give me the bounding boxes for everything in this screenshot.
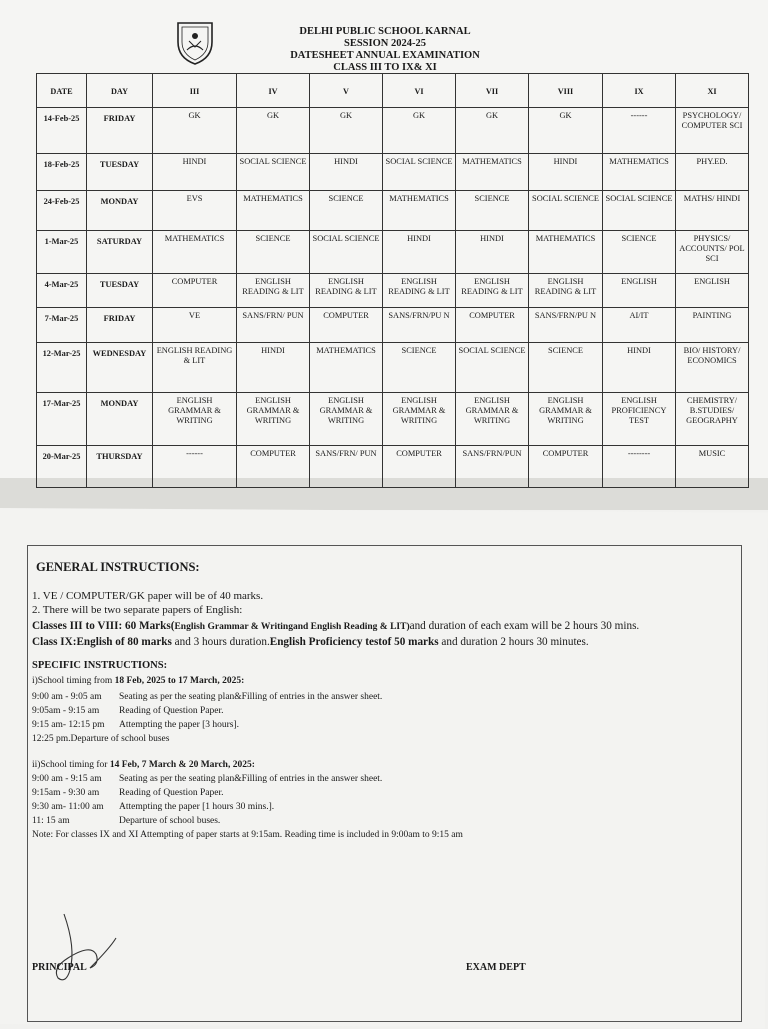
activity: Departure of school buses.	[119, 816, 221, 826]
datesheet-table	[36, 73, 749, 488]
principal-signature	[50, 908, 130, 988]
day-cell: FRIDAY	[87, 108, 153, 154]
subject-cell: SCIENCE	[383, 343, 456, 393]
date-cell: 17-Mar-25	[37, 393, 87, 446]
table-row	[37, 446, 749, 488]
subject-cell: SOCIAL SCIENCE	[529, 191, 603, 231]
subject-cell: GK	[237, 108, 310, 154]
date-cell: 12-Mar-25	[37, 343, 87, 393]
subject-cell: --------	[603, 446, 676, 488]
date-cell: 20-Mar-25	[37, 446, 87, 488]
subject-cell: SANS/FRN/PU N	[529, 308, 603, 343]
schedule-row	[32, 802, 274, 812]
subject-cell: HINDI	[310, 154, 383, 191]
subject-cell: GK	[383, 108, 456, 154]
timing-heading-1	[32, 676, 244, 686]
subject-cell: COMPUTER	[529, 446, 603, 488]
subject-cell: ENGLISH GRAMMAR & WRITING	[310, 393, 383, 446]
timing-heading-2	[32, 760, 255, 770]
subject-cell: ENGLISH GRAMMAR & WRITING	[383, 393, 456, 446]
schedule-row	[32, 720, 239, 730]
text-span: and duration of each exam will be 2 hours 30 mins.	[409, 620, 640, 632]
table-header-row	[37, 74, 749, 108]
subject-cell: ENGLISH READING & LIT	[310, 274, 383, 308]
date-cell: 4-Mar-25	[37, 274, 87, 308]
subject-cell: MUSIC	[676, 446, 749, 488]
subject-cell: AI/IT	[603, 308, 676, 343]
activity: Attempting the paper [1 hours 30 mins.].	[119, 802, 275, 812]
time: 9:15 am- 12:15 pm	[32, 720, 105, 730]
text-span: and 3 hours duration.	[171, 636, 270, 648]
subject-cell: HINDI	[456, 231, 529, 274]
subject-cell: SOCIAL SCIENCE	[383, 154, 456, 191]
subject-cell: SOCIAL SCIENCE	[237, 154, 310, 191]
class-range: CLASS III TO IX& XI	[333, 62, 437, 73]
column-header: IV	[237, 74, 310, 108]
day-cell: WEDNESDAY	[87, 343, 153, 393]
subject-cell: PAINTING	[676, 308, 749, 343]
table-row	[37, 274, 749, 308]
column-header: DATE	[37, 74, 87, 108]
schedule-row	[32, 706, 223, 716]
subject-cell: HINDI	[237, 343, 310, 393]
subject-cell: COMPUTER	[310, 308, 383, 343]
column-header: V	[310, 74, 383, 108]
text-span: i)School timing from	[32, 676, 115, 686]
subject-cell: SCIENCE	[603, 231, 676, 274]
subject-cell: SOCIAL SCIENCE	[603, 191, 676, 231]
subject-cell: PSYCHOLOGY/ COMPUTER SCI	[676, 108, 749, 154]
note: Note: For classes IX and XI Attempting of paper starts at 9:15am. Reading time is included in 9:00am to 9:15 am	[32, 830, 463, 840]
text-span: 18 Feb, 2025 to 17 March, 2025	[114, 676, 242, 686]
subject-cell: PHY.ED.	[676, 154, 749, 191]
subject-cell: MATHEMATICS	[603, 154, 676, 191]
table-row	[37, 154, 749, 191]
subject-cell: SANS/FRN/ PUN	[310, 446, 383, 488]
text-span: Class IX:English of 80 marks	[32, 636, 172, 648]
school-name: DELHI PUBLIC SCHOOL KARNAL	[299, 26, 471, 37]
schedule-row	[32, 692, 382, 702]
time: 9:05am - 9:15 am	[32, 706, 100, 716]
exam-dept-label: EXAM DEPT	[466, 962, 526, 973]
session: SESSION 2024-25	[344, 38, 426, 49]
activity: Seating as per the seating plan&Filling of entries in the answer sheet.	[119, 692, 383, 702]
subject-cell: HINDI	[529, 154, 603, 191]
table-row	[37, 308, 749, 343]
subject-cell: MATHEMATICS	[456, 154, 529, 191]
subject-cell: SANS/FRN/PUN	[456, 446, 529, 488]
document-title: DATESHEET ANNUAL EXAMINATION	[290, 50, 480, 61]
subject-cell: ENGLISH	[603, 274, 676, 308]
text-span: and duration 2 hours 30 minutes.	[438, 636, 589, 648]
instruction-classes-iii-viii	[32, 620, 639, 632]
subject-cell: SCIENCE	[310, 191, 383, 231]
schedule-row	[32, 788, 223, 798]
activity: Reading of Question Paper.	[119, 706, 224, 716]
day-cell: FRIDAY	[87, 308, 153, 343]
subject-cell: SCIENCE	[529, 343, 603, 393]
date-cell: 18-Feb-25	[37, 154, 87, 191]
schedule-row: 12:25 pm.Departure of school buses	[32, 734, 170, 744]
column-header: DAY	[87, 74, 153, 108]
time: 9:00 am - 9:05 am	[32, 692, 102, 702]
subject-cell: HINDI	[603, 343, 676, 393]
day-cell: TUESDAY	[87, 274, 153, 308]
subject-cell: ENGLISH GRAMMAR & WRITING	[456, 393, 529, 446]
subject-cell: BIO/ HISTORY/ ECONOMICS	[676, 343, 749, 393]
subject-cell: COMPUTER	[383, 446, 456, 488]
subject-cell: ENGLISH	[676, 274, 749, 308]
subject-cell: EVS	[153, 191, 237, 231]
subject-cell: HINDI	[153, 154, 237, 191]
subject-cell: SCIENCE	[237, 231, 310, 274]
subject-cell: CHEMISTRY/ B.STUDIES/ GEOGRAPHY	[676, 393, 749, 446]
column-header: XI	[676, 74, 749, 108]
principal-label: PRINCIPAL	[32, 962, 87, 973]
subject-cell: ENGLISH READING & LIT	[153, 343, 237, 393]
text-span: :	[251, 760, 255, 770]
general-instructions-title: GENERAL INSTRUCTIONS:	[36, 560, 200, 574]
schedule-row	[32, 774, 382, 784]
subject-cell: SCIENCE	[456, 191, 529, 231]
text-span: 14 Feb, 7 March & 20 March, 2025	[109, 760, 252, 770]
subject-cell: ENGLISH READING & LIT	[237, 274, 310, 308]
column-header: III	[153, 74, 237, 108]
subject-cell: COMPUTER	[153, 274, 237, 308]
column-header: VIII	[529, 74, 603, 108]
instruction-class-ix	[32, 636, 589, 648]
time: 9:00 am - 9:15 am	[32, 774, 102, 784]
school-crest-icon	[174, 20, 216, 66]
subject-cell: VE	[153, 308, 237, 343]
table-row	[37, 191, 749, 231]
table-row	[37, 231, 749, 274]
subject-cell: MATHS/ HINDI	[676, 191, 749, 231]
subject-cell: MATHEMATICS	[383, 191, 456, 231]
instruction-item: 1. VE / COMPUTER/GK paper will be of 40 marks.	[32, 590, 264, 602]
activity: Seating as per the seating plan&Filling of entries in the answer sheet.	[119, 774, 383, 784]
date-cell: 7-Mar-25	[37, 308, 87, 343]
table-row	[37, 393, 749, 446]
subject-cell: COMPUTER	[456, 308, 529, 343]
subject-cell: ------	[153, 446, 237, 488]
day-cell: SATURDAY	[87, 231, 153, 274]
activity: Reading of Question Paper.	[119, 788, 224, 798]
column-header: VI	[383, 74, 456, 108]
subject-cell: MATHEMATICS	[310, 343, 383, 393]
date-cell: 24-Feb-25	[37, 191, 87, 231]
date-cell: 1-Mar-25	[37, 231, 87, 274]
time: 11: 15 am	[32, 816, 70, 826]
subject-cell: PHYSICS/ ACCOUNTS/ POL SCI	[676, 231, 749, 274]
subject-cell: ENGLISH GRAMMAR & WRITING	[529, 393, 603, 446]
day-cell: THURSDAY	[87, 446, 153, 488]
day-cell: MONDAY	[87, 393, 153, 446]
day-cell: MONDAY	[87, 191, 153, 231]
schedule-row	[32, 816, 220, 826]
text-span: English Proficiency testof 50 marks	[269, 636, 439, 648]
subject-cell: MATHEMATICS	[153, 231, 237, 274]
time: 9:15am - 9:30 am	[32, 788, 100, 798]
text-span: :	[241, 676, 245, 686]
subject-cell: GK	[456, 108, 529, 154]
day-cell: TUESDAY	[87, 154, 153, 191]
subject-cell: SANS/FRN/ PUN	[237, 308, 310, 343]
document-header	[270, 26, 500, 74]
time: 9:30 am- 11:00 am	[32, 802, 104, 812]
subject-cell: SANS/FRN/PU N	[383, 308, 456, 343]
subject-cell: MATHEMATICS	[529, 231, 603, 274]
date-cell: 14-Feb-25	[37, 108, 87, 154]
subject-cell: GK	[310, 108, 383, 154]
table-row	[37, 108, 749, 154]
table-row	[37, 343, 749, 393]
text-span: Classes III to VIII: 60 Marks(	[32, 620, 175, 632]
text-span: ii)School timing for	[32, 760, 110, 770]
subject-cell: HINDI	[383, 231, 456, 274]
text-span: English Grammar & Writingand English Reading & LIT)	[174, 622, 410, 632]
subject-cell: ------	[603, 108, 676, 154]
subject-cell: ENGLISH GRAMMAR & WRITING	[237, 393, 310, 446]
subject-cell: ENGLISH READING & LIT	[383, 274, 456, 308]
subject-cell: GK	[529, 108, 603, 154]
subject-cell: ENGLISH READING & LIT	[456, 274, 529, 308]
subject-cell: MATHEMATICS	[237, 191, 310, 231]
column-header: IX	[603, 74, 676, 108]
subject-cell: ENGLISH PROFICIENCY TEST	[603, 393, 676, 446]
column-header: VII	[456, 74, 529, 108]
specific-instructions-title: SPECIFIC INSTRUCTIONS:	[32, 660, 168, 671]
subject-cell: ENGLISH READING & LIT	[529, 274, 603, 308]
subject-cell: COMPUTER	[237, 446, 310, 488]
subject-cell: SOCIAL SCIENCE	[310, 231, 383, 274]
instruction-item: 2. There will be two separate papers of English:	[32, 604, 243, 616]
subject-cell: SOCIAL SCIENCE	[456, 343, 529, 393]
subject-cell: ENGLISH GRAMMAR & WRITING	[153, 393, 237, 446]
activity: Attempting the paper [3 hours].	[119, 720, 240, 730]
subject-cell: GK	[153, 108, 237, 154]
